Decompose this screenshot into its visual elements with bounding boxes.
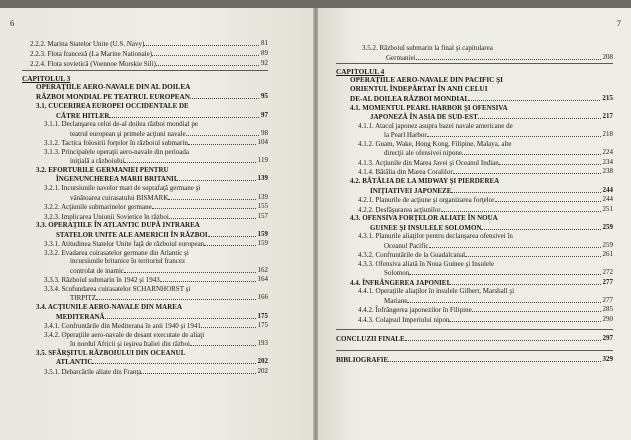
entry-number: 3.4.: [36, 302, 47, 311]
entry-continuation: [384, 130, 613, 140]
dot-leader: [92, 357, 255, 364]
entry-title: Solomon: [384, 269, 410, 278]
toc-entry: [30, 39, 268, 49]
entry-number: 4.3.3.: [358, 259, 374, 268]
entry-page: 157: [257, 211, 268, 220]
entry-page: 277: [602, 295, 613, 304]
entry-title: Desfăşurarea acţiunilor: [375, 205, 441, 214]
chapter-title: [350, 76, 613, 85]
entry-page: 218: [602, 130, 613, 139]
entry-title: Ofensiva aliată în Noua Guinee şi Insulele: [375, 259, 495, 268]
dot-leader: [141, 367, 255, 374]
entry-number: 3.2.: [36, 165, 47, 174]
section-divider: [22, 70, 268, 71]
entry-title: Oceanul Pacific: [384, 241, 429, 250]
entry-title: Mariane: [384, 296, 408, 305]
entry-title: SFÂRŞITUL RĂZBOIULUI DIN OCEANUL: [48, 348, 186, 357]
chapter-label: CAPITOLUL 3: [22, 74, 71, 84]
entry-number: 4.1.: [350, 103, 361, 112]
entry-title: direcţii ale ofensivei nipone: [384, 149, 462, 158]
entry-number: 4.3.1.: [358, 232, 374, 241]
entry-title: Acţiunile din Marea Javei şi Oceanul Indian: [375, 158, 499, 167]
entry-title: Evadarea cuirasatelor germane din Atlantic şi: [61, 248, 189, 257]
section-entry: [36, 303, 268, 312]
entry-title: Bătălia din Marea Coralilor: [375, 168, 453, 177]
subsection-entry: [44, 148, 268, 157]
section-divider: [336, 63, 613, 64]
entry-page: 238: [602, 167, 613, 176]
subsection-entry: [358, 260, 613, 269]
entry-continuation: [70, 156, 268, 166]
entry-page: 98: [261, 128, 268, 137]
dot-leader: [186, 129, 259, 136]
entry-page: 175: [257, 321, 268, 329]
entry-number: 3.3.: [36, 221, 47, 229]
entry-title: STATELOR UNITE ALE AMERICII ÎN RĂZBOI: [56, 230, 208, 239]
entry-title: Guam, Wake, Hong Kong, Filipine, Malaya, alte: [375, 139, 512, 148]
subsection-entry: [44, 275, 268, 285]
entry-page: 119: [257, 156, 268, 165]
entry-number: 3.2.3.: [44, 212, 60, 221]
subsection-entry: [358, 205, 613, 215]
entry-page: 89: [261, 48, 268, 57]
dot-leader: [441, 205, 601, 212]
subsection-entry: [358, 140, 613, 149]
entry-title: Debarcările aliate din Franţa: [61, 367, 142, 376]
entry-number: 3.1.3.: [44, 147, 60, 156]
dot-leader: [156, 59, 259, 66]
subsection-entry: [44, 184, 268, 193]
entry-number: 4.1.3.: [358, 158, 374, 167]
chapter-label: CAPITOLUL 4: [336, 67, 385, 77]
dot-leader: [472, 305, 601, 312]
entry-title: MOMENTUL PEARL HARBOR ŞI OFENSIVA: [362, 103, 508, 112]
dot-leader: [176, 174, 255, 181]
entry-title: la Pearl Harbor: [384, 131, 427, 140]
entry-page: 285: [602, 305, 613, 314]
dot-leader: [478, 112, 601, 119]
entry-number: 4.3.: [350, 214, 361, 222]
toc-entry-cont: [386, 53, 613, 63]
entry-page: 244: [602, 185, 613, 194]
entry-number: 3.1.1.: [44, 120, 60, 129]
entry-page: 290: [602, 314, 613, 323]
entry-title: INIŢIATIVEI JAPONEZE: [370, 186, 452, 195]
entry-number: 3.3.3.: [44, 276, 60, 285]
toc-entry: [30, 49, 268, 59]
subsection-entry: [358, 122, 613, 131]
subsection-entry: [358, 167, 613, 177]
entry-title: în nordul Africii şi ieşirea Italiei din război: [70, 340, 190, 349]
subsection-entry: [44, 321, 268, 331]
subsection-entry: [44, 138, 268, 148]
subsection-entry: [44, 212, 268, 222]
section-entry: [350, 278, 613, 288]
dot-leader: [152, 49, 259, 56]
bibliography-entry: [336, 355, 613, 365]
entry-title: CĂTRE HITLER: [56, 111, 110, 120]
subsection-entry: [358, 305, 613, 315]
entry-page: 202: [257, 366, 268, 375]
page-number: 6: [10, 18, 15, 28]
entry-title: OFENSIVA FORŢELOR ALIATE ÎN NOUA: [362, 214, 498, 222]
entry-title: CUCERIREA EUROPEI OCCIDENTALE DE: [48, 102, 189, 110]
entry-title: MEDITERANĂ: [56, 312, 105, 321]
section-entry: [36, 349, 268, 358]
entry-title: Înfrângerea japonezilor în Filipine: [375, 306, 472, 315]
chapter-title: [350, 94, 613, 104]
entry-continuation: [384, 241, 613, 251]
entry-continuation: [70, 293, 268, 303]
entry-continuation: [56, 230, 268, 240]
dot-leader: [201, 321, 256, 328]
subsection-entry: [44, 367, 268, 377]
subsection-entry: [44, 331, 268, 340]
entry-page: 251: [602, 204, 613, 213]
dot-leader: [124, 156, 255, 163]
subsection-entry: [358, 232, 613, 241]
entry-page: 164: [257, 275, 268, 284]
entry-title: Acţiunile submarinelor germane: [61, 203, 152, 211]
subsection-entry: [358, 287, 613, 296]
dot-leader: [168, 193, 255, 200]
entry-number: 4.4.1.: [358, 287, 374, 296]
subsection-entry: [44, 285, 268, 294]
entry-number: 3.5.2.: [362, 44, 378, 52]
entry-continuation: [370, 112, 613, 122]
entry-title: JAPONEZĂ ÎN ASIA DE SUD-EST: [370, 113, 478, 122]
entry-page: 208: [602, 52, 613, 61]
entry-page: 217: [602, 112, 613, 121]
dot-leader: [190, 339, 256, 346]
dot-leader: [465, 250, 600, 257]
entry-continuation: [56, 111, 268, 121]
dot-leader: [449, 278, 600, 285]
entry-title: Incursiunile navelor mari de suprafaţă germane şi: [61, 183, 201, 192]
entry-number: 4.1.1.: [358, 121, 374, 130]
chapter-title: [36, 83, 268, 92]
entry-number: 4.2.: [350, 176, 361, 185]
entry-page: 159: [257, 239, 268, 248]
right-page: [318, 8, 631, 440]
entry-number: 3.1.: [36, 102, 47, 110]
dot-leader: [449, 315, 600, 322]
entry-number: 3.4.1.: [44, 322, 60, 330]
subsection-entry: [358, 195, 613, 205]
entry-continuation: [370, 186, 613, 196]
dot-leader: [109, 111, 259, 118]
dot-leader: [453, 167, 601, 174]
entry-number: 4.4.2.: [358, 306, 374, 315]
section-entry: [36, 221, 268, 230]
entry-title: Războiul submarin la final şi capitularea: [379, 44, 493, 52]
dot-leader: [96, 293, 255, 300]
entry-title: Flota franceză (La Marine Nationale): [47, 49, 153, 58]
entry-page: 155: [257, 202, 268, 210]
entry-title: Colapsul Imperiului nipon: [375, 315, 450, 324]
entry-continuation: [384, 268, 613, 278]
section-entry: [350, 214, 613, 223]
entry-page: 297: [602, 334, 613, 343]
entry-title: vânătoarea cuirasatului BISMARK: [70, 193, 169, 202]
dot-leader: [416, 53, 601, 60]
entry-number: 2.2.3.: [30, 49, 46, 58]
entry-title: controlat de inamic: [70, 266, 125, 275]
entry-number: 4.4.: [350, 278, 361, 287]
entry-page: 97: [261, 110, 268, 119]
subsection-entry: [358, 250, 613, 260]
entry-title: Scufundarea cuirasatelor SCHARNHORST şi: [61, 284, 191, 293]
entry-continuation: [56, 357, 268, 367]
entry-title: OPERAŢIILE AERO-NAVALE DIN PACIFIC ŞI: [350, 76, 503, 85]
entry-page: 95: [260, 92, 268, 101]
entry-number: 4.1.2.: [358, 139, 374, 148]
entry-number: 3.3.1.: [44, 240, 60, 249]
section-entry: [350, 177, 613, 186]
conclusions-entry: [336, 334, 613, 344]
entry-number: 3.2.2.: [44, 203, 60, 211]
entry-page: 277: [602, 277, 613, 286]
toc-entry: [362, 44, 613, 53]
dot-leader: [190, 92, 259, 99]
entry-page: 224: [602, 148, 613, 157]
dot-leader: [427, 130, 601, 137]
entry-number: 4.4.3.: [358, 315, 374, 324]
section-divider: [336, 350, 613, 351]
entry-title: Planurile aliaţilor pentru declanşarea ofensivei în: [375, 232, 513, 241]
entry-title: Declanşarea celui de-al doilea război mondial pe: [61, 120, 198, 129]
entry-title: iniţială a războiului: [70, 157, 125, 166]
section-divider: [336, 329, 613, 330]
entry-title: Confruntările de la Guadalcanal: [375, 251, 466, 260]
entry-number: 2.2.2.: [30, 40, 46, 48]
section-entry: [36, 102, 268, 111]
dot-leader: [388, 355, 600, 362]
entry-page: 215: [602, 93, 613, 102]
entry-page: 175: [257, 311, 268, 320]
entry-continuation: [384, 148, 613, 158]
dot-leader: [405, 334, 601, 341]
entry-title: DE-AL DOILEA RĂZBOI MONDIAL: [350, 94, 470, 103]
entry-number: 3.3.2.: [44, 248, 60, 257]
section-entry: [350, 104, 613, 113]
dot-leader: [124, 266, 255, 273]
dot-leader: [451, 186, 600, 193]
entry-page: 162: [257, 265, 268, 274]
page-number: 7: [616, 18, 621, 28]
dot-leader: [169, 212, 256, 219]
entry-number: 3.5.1.: [44, 367, 60, 376]
entry-number: 4.2.1.: [358, 196, 374, 204]
entry-page: 193: [257, 339, 268, 348]
subsection-entry: [358, 158, 613, 168]
toc-entry: [30, 59, 268, 69]
entry-number: 3.4.2.: [44, 330, 60, 339]
chapter-title: [350, 85, 613, 94]
subsection-entry: [44, 249, 268, 258]
entry-continuation: [56, 312, 268, 322]
subsection-entry: [358, 315, 613, 325]
section-entry: [36, 166, 268, 175]
entry-number: 3.2.1.: [44, 183, 60, 192]
entry-title: OPERAŢIILE ÎN ATLANTIC DUPĂ INTRAREA: [48, 221, 200, 229]
entry-page: 139: [257, 174, 268, 183]
entry-page: 92: [261, 58, 268, 67]
entry-title: Flota sovietică (Voennoe Morskie Sili): [47, 59, 156, 68]
dot-leader: [144, 39, 259, 46]
dot-leader: [499, 158, 601, 165]
entry-page: 259: [602, 222, 613, 231]
entry-title: EFORTURILE GERMANIEI PENTRU: [48, 165, 169, 174]
entry-page: 261: [602, 250, 613, 259]
entry-page: 244: [602, 195, 613, 203]
dot-leader: [188, 138, 256, 145]
entry-title: Germaniei: [386, 53, 416, 62]
entry-continuation: [70, 266, 268, 276]
entry-title: BĂTĂLIA DE LA MIDWAY ŞI PIERDEREA: [362, 176, 500, 185]
dot-leader: [495, 195, 601, 202]
entry-continuation: [70, 257, 268, 266]
entry-title: OPERAŢIILE AERO-NAVALE DIN AL DOILEA: [36, 83, 191, 92]
entry-page: 234: [602, 157, 613, 166]
entry-page: 166: [257, 293, 268, 302]
entry-title: ÎNGENUNCHEREA MARII BRITANII: [56, 175, 177, 184]
entry-number: 4.3.2.: [358, 251, 374, 260]
dot-leader: [105, 312, 256, 319]
entry-title: Confruntările din Mediterana în anii 1940 şi 1941: [61, 322, 201, 330]
entry-continuation: [384, 296, 613, 306]
dot-leader: [462, 148, 601, 155]
entry-page: 202: [257, 357, 268, 366]
entry-number: 4.2.2.: [358, 205, 374, 214]
dot-leader: [152, 202, 256, 209]
entry-page: 81: [261, 39, 268, 47]
entry-title: ORIENTUL ÎNDEPĂRTAT ÎN ANII CELUI: [350, 85, 488, 93]
entry-title: Războiul submarin în 1942 şi 1943: [61, 276, 160, 285]
entry-continuation: [56, 174, 268, 184]
entry-page: 139: [257, 192, 268, 201]
subsection-entry: [44, 202, 268, 212]
entry-number: 3.5.: [36, 348, 47, 357]
entry-title: BIBLIOGRAFIE: [336, 356, 389, 365]
entry-number: 3.3.4.: [44, 284, 60, 293]
entry-continuation: [70, 193, 268, 203]
entry-title: RĂZBOI MONDIAL PE TEATRUL EUROPEAN: [36, 93, 190, 102]
dot-leader: [204, 239, 255, 246]
entry-title: Planurile de acţiune şi organizarea forţelor: [375, 196, 495, 204]
entry-number: 4.1.4.: [358, 168, 374, 177]
dot-leader: [469, 94, 600, 101]
entry-title: ÎNFRÂNGEREA JAPONIEI: [362, 278, 450, 287]
entry-title: teatrul european şi primele acţiuni navale: [70, 129, 186, 138]
entry-page: 272: [602, 268, 613, 277]
entry-title: Atacul japonez asupra bazei navale americane de: [375, 121, 513, 130]
entry-title: Operaţiile aero-navale de desant executate de aliaţi: [61, 330, 205, 339]
left-page: [0, 8, 314, 440]
chapter-title: [36, 92, 268, 102]
entry-page: 259: [602, 240, 613, 249]
entry-title: Operaţiile aliaţilor în insulele Gilbert, Marshall şi: [375, 287, 515, 296]
entry-title: Atitudinea Statelor Unite faţă de războiul european: [61, 240, 205, 249]
entry-title: Marina Statelor Unite (U.S. Navy): [47, 40, 145, 48]
dot-leader: [481, 223, 600, 230]
dot-leader: [208, 230, 256, 237]
dot-leader: [409, 268, 600, 275]
entry-title: ATLANTIC: [56, 358, 93, 367]
entry-continuation: [370, 223, 613, 233]
entry-title: incursiunile britanice în teritoriul francez: [70, 257, 186, 266]
dot-leader: [160, 275, 256, 282]
entry-title: Principalele operaţii aero-navale din perioada: [61, 147, 189, 156]
entry-title: Tactica folosirii forţelor în războiul submarin: [61, 139, 188, 148]
entry-number: 2.2.4.: [30, 59, 46, 68]
entry-continuation: [70, 339, 268, 349]
entry-title: GUINEE ŞI INSULELE SOLOMON: [370, 223, 482, 232]
entry-page: 329: [602, 355, 613, 364]
subsection-entry: [44, 239, 268, 249]
entry-continuation: [70, 129, 268, 139]
subsection-entry: [44, 120, 268, 129]
dot-leader: [407, 296, 600, 303]
entry-title: TIRPITZ: [70, 294, 97, 303]
entry-page: 104: [257, 138, 268, 147]
entry-title: Implicarea Uniunii Sovietice în război: [61, 212, 169, 221]
dot-leader: [429, 241, 601, 248]
entry-title: CONCLUZII FINALE: [336, 335, 405, 344]
entry-title: ACŢIUNILE AERO-NAVALE DIN MAREA: [47, 302, 182, 311]
entry-number: 3.1.2.: [44, 139, 60, 148]
entry-page: 159: [257, 229, 268, 238]
